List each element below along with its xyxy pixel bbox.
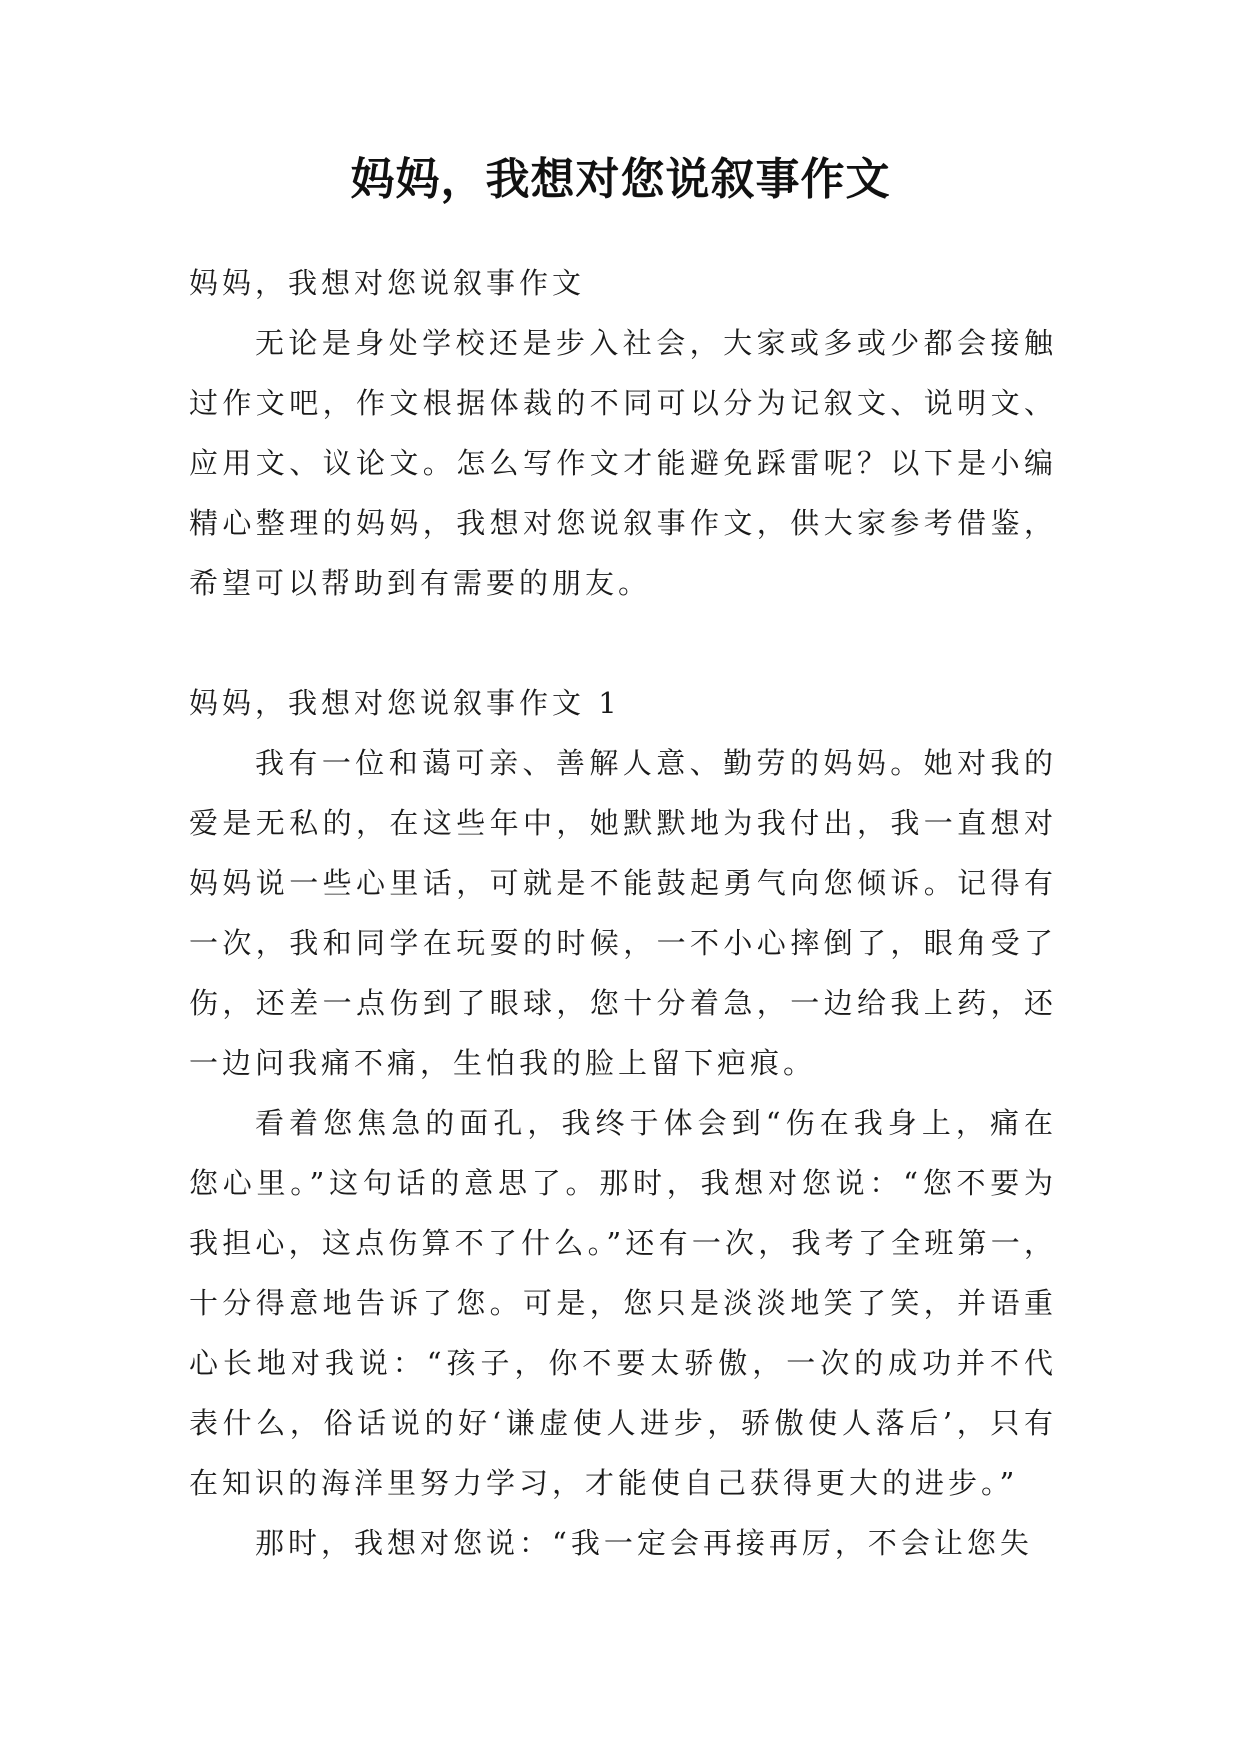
document-body xyxy=(189,253,1057,1573)
section1-heading: 妈妈，我想对您说叙事作文 1 xyxy=(189,686,621,720)
section1-paragraph-1: 我有一位和蔼可亲、善解人意、勤劳的妈妈。她对我的爱是无私的，在这些年中，她默默地为我付出，我一直想对妈妈说一些心里话，可就是不能鼓起勇气向您倾诉。记得有一次，我和同学在玩耍的时候，一不小心摔倒了，眼角受了伤，还差一点伤到了眼球，您十分着急，一边给我上药，还一边问我痛不痛，生怕我的脸上留下疤痕。 xyxy=(189,746,1057,1080)
intro-heading: 妈妈，我想对您说叙事作文 xyxy=(189,266,586,300)
document-title: 妈妈，我想对您说叙事作文 xyxy=(350,154,891,205)
section1-paragraph-3: 那时，我想对您说：“我一定会再接再厉，不会让您失 xyxy=(255,1526,1033,1560)
section1-paragraph-2: 看着您焦急的面孔，我终于体会到“伤在我身上，痛在您心里。”这句话的意思了。那时，我想对您说：“您不要为我担心，这点伤算不了什么。”还有一次，我考了全班第一，十分得意地告诉了您。可是，您只是淡淡地笑了笑，并语重心长地对我说：“孩子，你不要太骄傲，一次的成功并不代表什么，俗话说的好‘谦虚使人进步，骄傲使人落后’，只有在知识的海洋里努力学习，才能使自己获得更大的进步。” xyxy=(189,1106,1057,1500)
intro-paragraph: 无论是身处学校还是步入社会，大家或多或少都会接触过作文吧，作文根据体裁的不同可以分为记叙文、说明文、应用文、议论文。怎么写作文才能避免踩雷呢？以下是小编精心整理的妈妈，我想对您说叙事作文，供大家参考借鉴，希望可以帮助到有需要的朋友。 xyxy=(189,326,1057,600)
section-spacer xyxy=(189,613,1057,673)
